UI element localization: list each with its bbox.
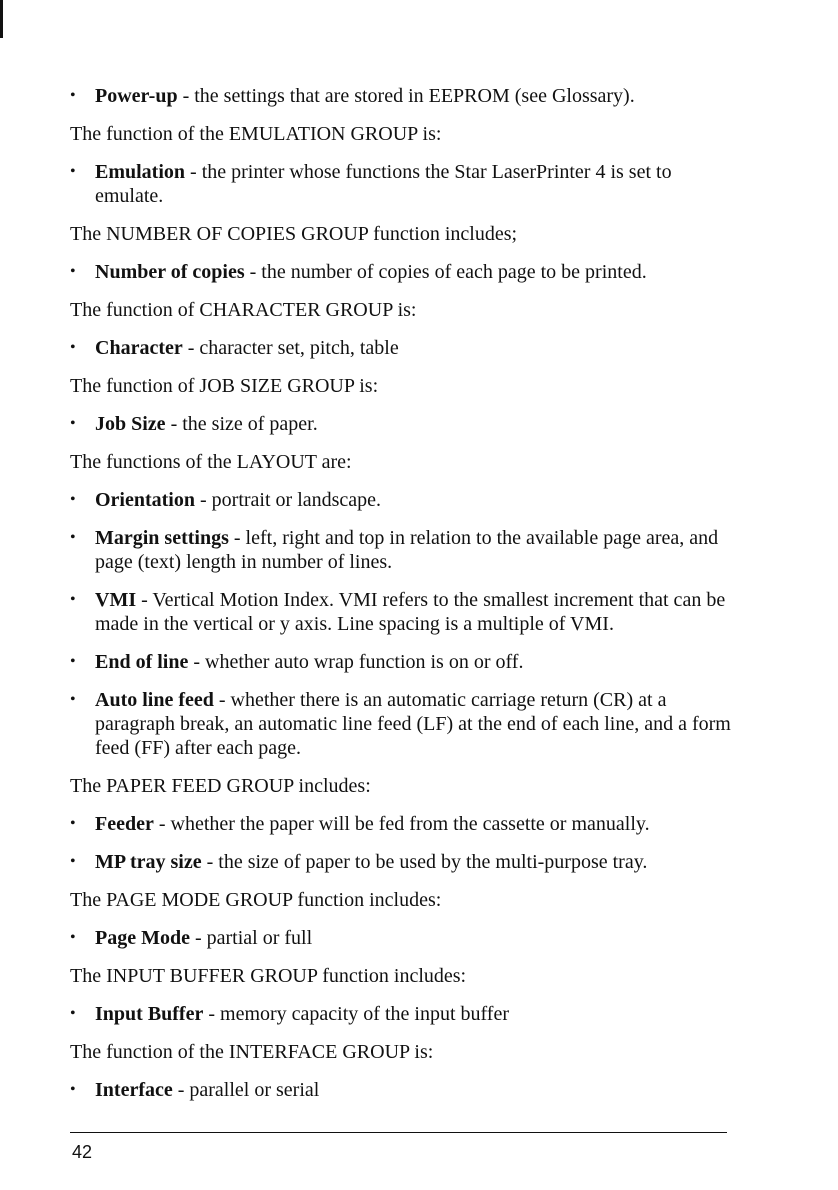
bullet-text: - whether there is an automatic carriage return (CR) at a paragraph break, an automatic line feed (LF) at the end of each line, and a form feed (FF) after each page. <box>95 689 731 759</box>
bullet-text: - the number of copies of each page to be printed. <box>244 261 647 283</box>
bullet-term: Job Size <box>95 413 166 435</box>
bullet-term: Character <box>95 337 183 359</box>
bullet-term: Number of copies <box>95 261 245 283</box>
bullet-text: - whether auto wrap function is on or off. <box>188 651 524 673</box>
bullet-term: Emulation <box>95 161 186 183</box>
layout-intro: The functions of the LAYOUT are: <box>70 451 352 473</box>
bullet-text: - partial or full <box>189 927 313 949</box>
bullet-character <box>70 336 740 360</box>
bullet-page-mode <box>70 926 740 950</box>
bullet-text: - parallel or serial <box>172 1079 320 1101</box>
bullet-term: Power-up <box>95 85 178 107</box>
bullet-term: Margin settings <box>95 527 229 549</box>
bullet-orientation <box>70 488 740 512</box>
interface-group-intro: The function of the INTERFACE GROUP is: <box>70 1041 434 1063</box>
page-content <box>70 84 740 1116</box>
page-mode-group-intro: The PAGE MODE GROUP function includes: <box>70 889 442 911</box>
bullet-text: - the size of paper. <box>165 413 318 435</box>
footer-rule <box>70 1132 727 1133</box>
emulation-group-intro: The function of the EMULATION GROUP is: <box>70 123 442 145</box>
bullet-term: Input Buffer <box>95 1003 204 1025</box>
scan-edge-mark <box>0 0 3 38</box>
bullet-margin-settings <box>70 526 740 574</box>
job-size-group-intro: The function of JOB SIZE GROUP is: <box>70 375 379 397</box>
bullet-text: - the printer whose functions the Star LaserPrinter 4 is set to emulate. <box>95 161 672 207</box>
bullet-term: Interface <box>95 1079 173 1101</box>
bullet-term: VMI <box>95 589 137 611</box>
bullet-text: - character set, pitch, table <box>182 337 399 359</box>
bullet-mp-tray-size <box>70 850 740 874</box>
bullet-text: - the settings that are stored in EEPROM (see Glossary). <box>177 85 635 107</box>
bullet-term: End of line <box>95 651 189 673</box>
bullet-term: Page Mode <box>95 927 190 949</box>
bullet-emulation <box>70 160 740 208</box>
bullet-text: - whether the paper will be fed from the cassette or manually. <box>153 813 650 835</box>
bullet-text: - the size of paper to be used by the multi-purpose tray. <box>201 851 648 873</box>
bullet-term: Auto line feed <box>95 689 214 711</box>
bullet-term: Orientation <box>95 489 195 511</box>
bullet-feeder <box>70 812 740 836</box>
page-number: 42 <box>72 1142 93 1162</box>
bullet-text: - left, right and top in relation to the available page area, and page (text) length in number of lines. <box>95 527 719 573</box>
bullet-auto-line-feed <box>70 688 740 760</box>
bullet-text: - Vertical Motion Index. VMI refers to the smallest increment that can be made in the vertical or y axis. Line spacing is a multiple of VMI. <box>95 589 726 635</box>
bullet-number-of-copies <box>70 260 740 284</box>
paper-feed-group-intro: The PAPER FEED GROUP includes: <box>70 775 371 797</box>
bullet-input-buffer <box>70 1002 740 1026</box>
bullet-vmi <box>70 588 740 636</box>
bullet-power-up <box>70 84 740 108</box>
character-group-intro: The function of CHARACTER GROUP is: <box>70 299 417 321</box>
bullet-end-of-line <box>70 650 740 674</box>
bullet-job-size <box>70 412 740 436</box>
input-buffer-group-intro: The INPUT BUFFER GROUP function includes: <box>70 965 467 987</box>
bullet-term: MP tray size <box>95 851 202 873</box>
copies-group-intro: The NUMBER OF COPIES GROUP function includes; <box>70 223 518 245</box>
bullet-text: - portrait or landscape. <box>195 489 382 511</box>
bullet-term: Feeder <box>95 813 154 835</box>
bullet-text: - memory capacity of the input buffer <box>203 1003 509 1025</box>
bullet-interface <box>70 1078 740 1102</box>
